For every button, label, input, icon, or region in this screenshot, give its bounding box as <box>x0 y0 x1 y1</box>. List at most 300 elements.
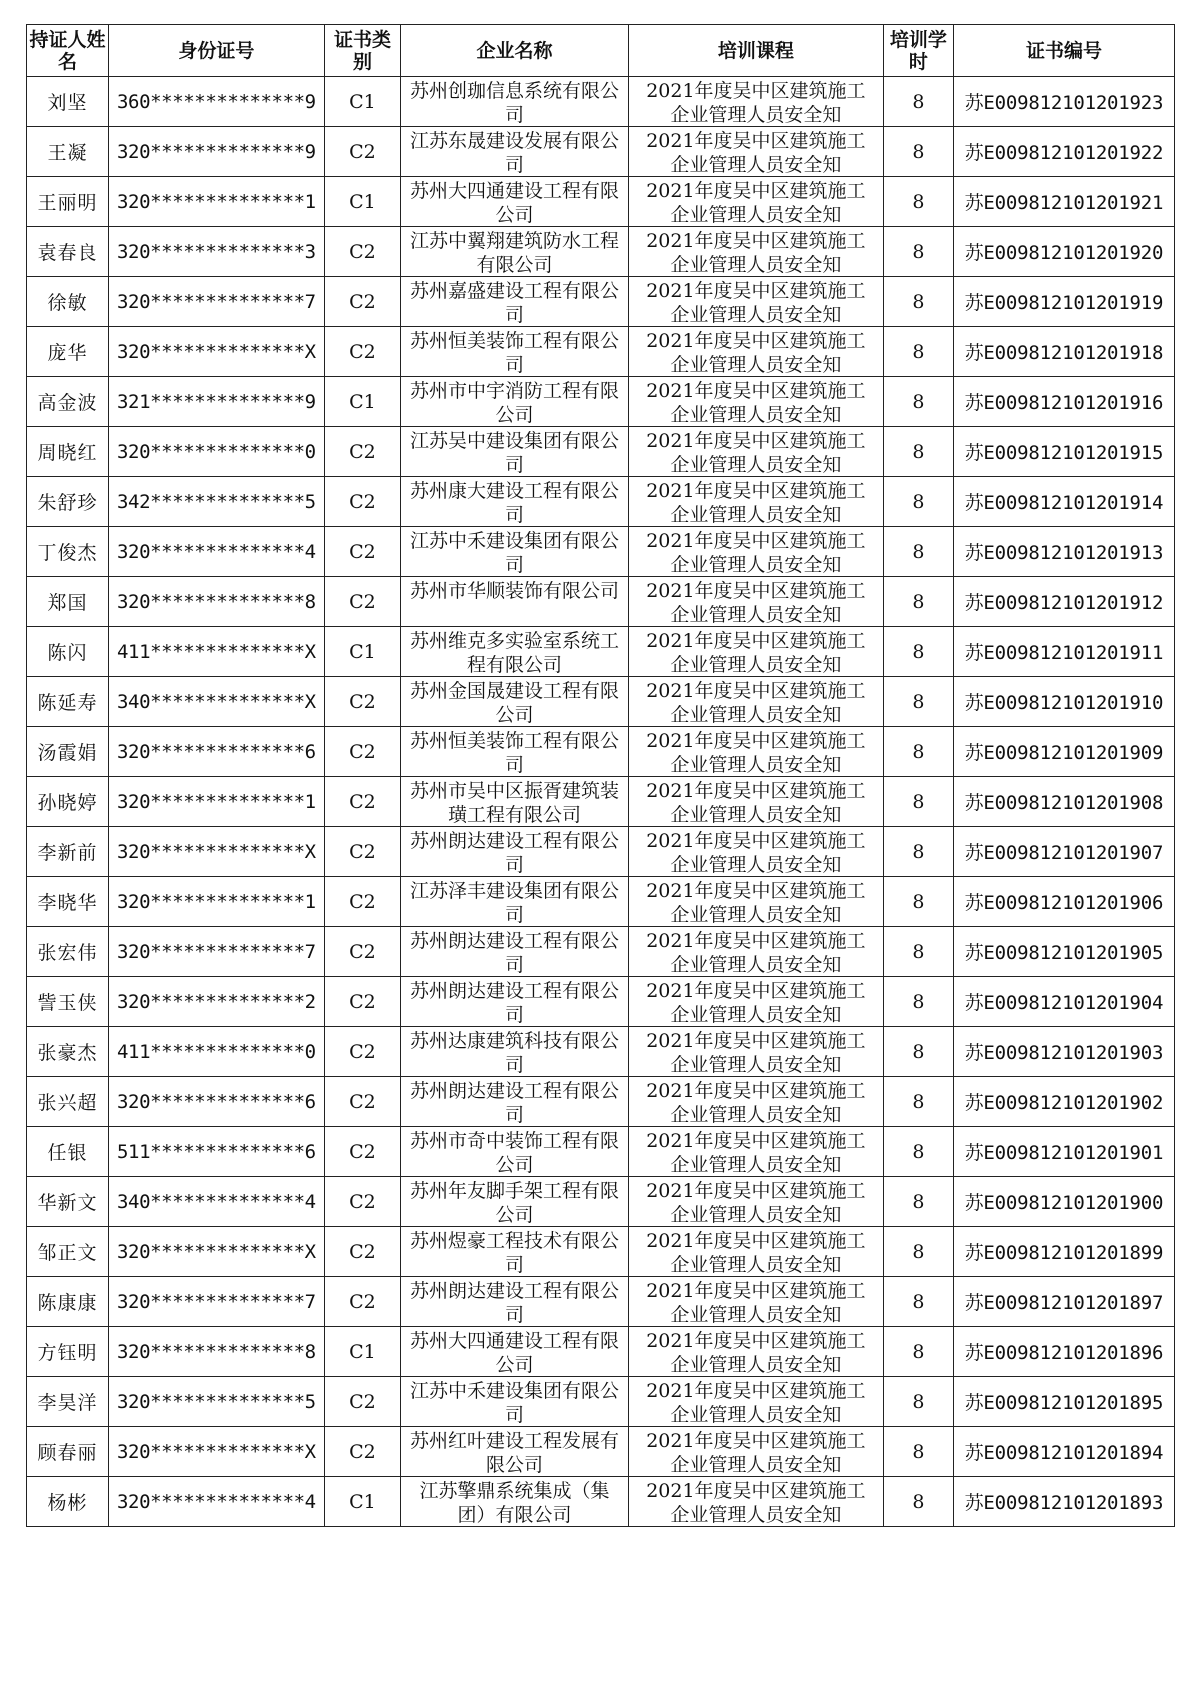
cell-hours: 8 <box>883 877 953 927</box>
cell-name: 高金波 <box>27 377 109 427</box>
cell-company-text: 苏州朗达建设工程有限公司 <box>410 829 620 875</box>
cell-hours: 8 <box>883 627 953 677</box>
cell-hours: 8 <box>883 277 953 327</box>
cell-cert-type: C1 <box>324 1477 401 1527</box>
cell-company <box>401 1227 629 1277</box>
cell-company-text: 江苏中禾建设集团有限公司 <box>410 529 620 575</box>
cell-company <box>401 827 629 877</box>
table-row <box>27 527 1175 577</box>
cell-course <box>628 177 883 227</box>
table-row <box>27 127 1175 177</box>
cell-cert-number: 苏E009812101201894 <box>953 1427 1174 1477</box>
cell-company-text: 苏州恒美装饰工程有限公司 <box>410 729 620 775</box>
cell-hours: 8 <box>883 1277 953 1327</box>
cell-course <box>628 1177 883 1227</box>
cell-hours: 8 <box>883 577 953 627</box>
cell-name: 孙晓婷 <box>27 777 109 827</box>
cell-cert-type: C2 <box>324 1227 401 1277</box>
cell-id-number: 320**************6 <box>109 1077 325 1127</box>
cell-company <box>401 177 629 227</box>
cell-cert-type: C2 <box>324 1427 401 1477</box>
certificate-roster-table <box>26 24 1175 1527</box>
cell-company-text: 苏州大四通建设工程有限公司 <box>410 1329 620 1375</box>
cell-hours: 8 <box>883 1227 953 1277</box>
cell-id-number: 320**************3 <box>109 227 325 277</box>
cell-cert-number: 苏E009812101201900 <box>953 1177 1174 1227</box>
cell-hours: 8 <box>883 1077 953 1127</box>
cell-course <box>628 1027 883 1077</box>
table-header <box>27 25 1175 77</box>
cell-name: 袁春良 <box>27 227 109 277</box>
table-row <box>27 1027 1175 1077</box>
cell-company-text: 江苏中翼翔建筑防水工程有限公司 <box>410 229 620 275</box>
cell-cert-type: C1 <box>324 627 401 677</box>
cell-course-text: 2021年度吴中区建筑施工企业管理人员安全知 <box>646 1329 866 1375</box>
cell-cert-type: C2 <box>324 577 401 627</box>
header-row <box>27 25 1175 77</box>
cell-course-text: 2021年度吴中区建筑施工企业管理人员安全知 <box>646 229 866 275</box>
table-row <box>27 577 1175 627</box>
cell-id-number: 340**************4 <box>109 1177 325 1227</box>
cell-course <box>628 877 883 927</box>
cell-id-number: 320**************1 <box>109 877 325 927</box>
cell-hours: 8 <box>883 677 953 727</box>
table-row <box>27 77 1175 127</box>
cell-course <box>628 1227 883 1277</box>
cell-company-text: 苏州康大建设工程有限公司 <box>410 479 620 525</box>
cell-company-text: 苏州朗达建设工程有限公司 <box>410 929 620 975</box>
cell-company-text: 苏州朗达建设工程有限公司 <box>410 1279 620 1325</box>
cell-course-text: 2021年度吴中区建筑施工企业管理人员安全知 <box>646 429 866 475</box>
cell-name: 刘坚 <box>27 77 109 127</box>
cell-course-text: 2021年度吴中区建筑施工企业管理人员安全知 <box>646 579 866 625</box>
cell-id-number: 511**************6 <box>109 1127 325 1177</box>
cell-hours: 8 <box>883 1177 953 1227</box>
cell-cert-number: 苏E009812101201910 <box>953 677 1174 727</box>
cell-course <box>628 327 883 377</box>
cell-id-number: 320**************5 <box>109 1377 325 1427</box>
cell-company <box>401 377 629 427</box>
cell-name: 张豪杰 <box>27 1027 109 1077</box>
cell-name: 陈延寿 <box>27 677 109 727</box>
cell-course <box>628 927 883 977</box>
cell-name: 王丽明 <box>27 177 109 227</box>
header-id-label: 身份证号 <box>178 39 255 62</box>
header-company <box>401 25 629 77</box>
cell-id-number: 320**************8 <box>109 1327 325 1377</box>
cell-course <box>628 477 883 527</box>
cell-cert-type: C2 <box>324 327 401 377</box>
cell-company <box>401 877 629 927</box>
cell-cert-number: 苏E009812101201916 <box>953 377 1174 427</box>
cell-cert-number: 苏E009812101201907 <box>953 827 1174 877</box>
cell-company <box>401 677 629 727</box>
cell-hours: 8 <box>883 527 953 577</box>
cell-company <box>401 777 629 827</box>
cell-cert-number: 苏E009812101201922 <box>953 127 1174 177</box>
cell-course <box>628 377 883 427</box>
cell-id-number: 320**************1 <box>109 777 325 827</box>
cell-company <box>401 127 629 177</box>
cell-cert-type: C2 <box>324 277 401 327</box>
cell-course-text: 2021年度吴中区建筑施工企业管理人员安全知 <box>646 829 866 875</box>
cell-name: 陈闪 <box>27 627 109 677</box>
cell-course-text: 2021年度吴中区建筑施工企业管理人员安全知 <box>646 879 866 925</box>
cell-course-text: 2021年度吴中区建筑施工企业管理人员安全知 <box>646 1079 866 1125</box>
cell-company <box>401 427 629 477</box>
table-row <box>27 277 1175 327</box>
cell-company <box>401 77 629 127</box>
cell-id-number: 342**************5 <box>109 477 325 527</box>
cell-course-text: 2021年度吴中区建筑施工企业管理人员安全知 <box>646 479 866 525</box>
table-row <box>27 377 1175 427</box>
cell-cert-number: 苏E009812101201904 <box>953 977 1174 1027</box>
table-row <box>27 677 1175 727</box>
cell-course <box>628 577 883 627</box>
cell-cert-type: C2 <box>324 1177 401 1227</box>
cell-id-number: 320**************2 <box>109 977 325 1027</box>
cell-cert-number: 苏E009812101201918 <box>953 327 1174 377</box>
table-row <box>27 1127 1175 1177</box>
cell-course-text: 2021年度吴中区建筑施工企业管理人员安全知 <box>646 1479 866 1525</box>
cell-id-number: 320**************0 <box>109 427 325 477</box>
cell-company <box>401 1177 629 1227</box>
header-type <box>324 25 401 77</box>
cell-course-text: 2021年度吴中区建筑施工企业管理人员安全知 <box>646 79 866 125</box>
header-cert-label: 证书编号 <box>1025 39 1102 62</box>
cell-id-number: 320**************4 <box>109 527 325 577</box>
cell-course-text: 2021年度吴中区建筑施工企业管理人员安全知 <box>646 1029 866 1075</box>
cell-company <box>401 627 629 677</box>
cell-course <box>628 827 883 877</box>
cell-hours: 8 <box>883 727 953 777</box>
cell-company <box>401 1077 629 1127</box>
table-row <box>27 1377 1175 1427</box>
cell-cert-number: 苏E009812101201912 <box>953 577 1174 627</box>
cell-course-text: 2021年度吴中区建筑施工企业管理人员安全知 <box>646 329 866 375</box>
cell-hours: 8 <box>883 227 953 277</box>
cell-company <box>401 927 629 977</box>
cell-hours: 8 <box>883 1377 953 1427</box>
cell-course-text: 2021年度吴中区建筑施工企业管理人员安全知 <box>646 279 866 325</box>
cell-id-number: 320**************7 <box>109 1277 325 1327</box>
cell-course-text: 2021年度吴中区建筑施工企业管理人员安全知 <box>646 1379 866 1425</box>
cell-id-number: 320**************6 <box>109 727 325 777</box>
table-row <box>27 1177 1175 1227</box>
cell-cert-type: C2 <box>324 477 401 527</box>
table-row <box>27 1227 1175 1277</box>
cell-company-text: 苏州创珈信息系统有限公司 <box>410 79 620 125</box>
cell-cert-type: C1 <box>324 1327 401 1377</box>
cell-company <box>401 577 629 627</box>
cell-company-text: 苏州市华顺装饰有限公司 <box>410 579 620 602</box>
cell-company <box>401 1277 629 1327</box>
cell-id-number: 320**************4 <box>109 1477 325 1527</box>
cell-cert-number: 苏E009812101201919 <box>953 277 1174 327</box>
header-id <box>109 25 325 77</box>
cell-cert-number: 苏E009812101201895 <box>953 1377 1174 1427</box>
cell-cert-number: 苏E009812101201896 <box>953 1327 1174 1377</box>
cell-course <box>628 777 883 827</box>
cell-company-text: 江苏东晟建设发展有限公司 <box>410 129 620 175</box>
table-row <box>27 177 1175 227</box>
cell-name: 李晓华 <box>27 877 109 927</box>
table-row <box>27 1077 1175 1127</box>
cell-cert-number: 苏E009812101201902 <box>953 1077 1174 1127</box>
cell-id-number: 320**************9 <box>109 127 325 177</box>
cell-course <box>628 727 883 777</box>
cell-cert-type: C1 <box>324 377 401 427</box>
table-row <box>27 1277 1175 1327</box>
cell-cert-type: C2 <box>324 127 401 177</box>
cell-company <box>401 1427 629 1477</box>
cell-course-text: 2021年度吴中区建筑施工企业管理人员安全知 <box>646 929 866 975</box>
cell-company-text: 苏州市中宇消防工程有限公司 <box>410 379 620 425</box>
cell-company <box>401 327 629 377</box>
cell-cert-type: C2 <box>324 877 401 927</box>
cell-course <box>628 977 883 1027</box>
cell-name: 华新文 <box>27 1177 109 1227</box>
cell-company <box>401 1127 629 1177</box>
cell-hours: 8 <box>883 1427 953 1477</box>
cell-company-text: 苏州大四通建设工程有限公司 <box>410 179 620 225</box>
cell-cert-type: C2 <box>324 1377 401 1427</box>
cell-company-text: 苏州朗达建设工程有限公司 <box>410 979 620 1025</box>
cell-name: 訾玉侠 <box>27 977 109 1027</box>
cell-course-text: 2021年度吴中区建筑施工企业管理人员安全知 <box>646 779 866 825</box>
cell-company <box>401 1377 629 1427</box>
cell-company-text: 苏州市吴中区振胥建筑装璜工程有限公司 <box>410 779 620 825</box>
cell-cert-type: C2 <box>324 977 401 1027</box>
cell-cert-number: 苏E009812101201893 <box>953 1477 1174 1527</box>
cell-course-text: 2021年度吴中区建筑施工企业管理人员安全知 <box>646 379 866 425</box>
cell-hours: 8 <box>883 377 953 427</box>
cell-course <box>628 677 883 727</box>
table-row <box>27 827 1175 877</box>
cell-cert-number: 苏E009812101201903 <box>953 1027 1174 1077</box>
cell-cert-type: C1 <box>324 177 401 227</box>
table-row <box>27 427 1175 477</box>
table-row <box>27 777 1175 827</box>
cell-company-text: 苏州市奇中装饰工程有限公司 <box>410 1129 620 1175</box>
cell-hours: 8 <box>883 477 953 527</box>
cell-course-text: 2021年度吴中区建筑施工企业管理人员安全知 <box>646 979 866 1025</box>
cell-company-text: 苏州年友脚手架工程有限公司 <box>410 1179 620 1225</box>
cell-cert-number: 苏E009812101201923 <box>953 77 1174 127</box>
cell-company <box>401 227 629 277</box>
cell-hours: 8 <box>883 777 953 827</box>
header-company-label: 企业名称 <box>476 39 553 62</box>
cell-company-text: 江苏中禾建设集团有限公司 <box>410 1379 620 1425</box>
header-name-label: 持证人姓名 <box>29 28 106 73</box>
cell-cert-number: 苏E009812101201911 <box>953 627 1174 677</box>
cell-company <box>401 1327 629 1377</box>
cell-course-text: 2021年度吴中区建筑施工企业管理人员安全知 <box>646 679 866 725</box>
cell-id-number: 320**************1 <box>109 177 325 227</box>
cell-company-text: 苏州金国晟建设工程有限公司 <box>410 679 620 725</box>
cell-id-number: 411**************X <box>109 627 325 677</box>
cell-name: 杨彬 <box>27 1477 109 1527</box>
cell-id-number: 320**************X <box>109 1427 325 1477</box>
cell-hours: 8 <box>883 927 953 977</box>
cell-name: 李新前 <box>27 827 109 877</box>
cell-cert-number: 苏E009812101201913 <box>953 527 1174 577</box>
cell-cert-type: C2 <box>324 677 401 727</box>
cell-id-number: 320**************7 <box>109 927 325 977</box>
cell-name: 顾春丽 <box>27 1427 109 1477</box>
cell-cert-number: 苏E009812101201908 <box>953 777 1174 827</box>
cell-course-text: 2021年度吴中区建筑施工企业管理人员安全知 <box>646 1429 866 1475</box>
cell-id-number: 411**************0 <box>109 1027 325 1077</box>
cell-company-text: 苏州嘉盛建设工程有限公司 <box>410 279 620 325</box>
cell-hours: 8 <box>883 1477 953 1527</box>
cell-name: 郑国 <box>27 577 109 627</box>
cell-course <box>628 1327 883 1377</box>
cell-course-text: 2021年度吴中区建筑施工企业管理人员安全知 <box>646 1179 866 1225</box>
cell-cert-type: C2 <box>324 1077 401 1127</box>
table-row <box>27 477 1175 527</box>
cell-company <box>401 1027 629 1077</box>
cell-company <box>401 977 629 1027</box>
cell-cert-number: 苏E009812101201901 <box>953 1127 1174 1177</box>
cell-hours: 8 <box>883 1127 953 1177</box>
cell-cert-type: C2 <box>324 777 401 827</box>
cell-course-text: 2021年度吴中区建筑施工企业管理人员安全知 <box>646 529 866 575</box>
cell-company-text: 苏州朗达建设工程有限公司 <box>410 1079 620 1125</box>
cell-name: 庞华 <box>27 327 109 377</box>
header-name <box>27 25 109 77</box>
cell-id-number: 320**************X <box>109 1227 325 1277</box>
cell-name: 张宏伟 <box>27 927 109 977</box>
cell-company <box>401 277 629 327</box>
cell-hours: 8 <box>883 427 953 477</box>
table-row <box>27 1327 1175 1377</box>
cell-company <box>401 477 629 527</box>
cell-course-text: 2021年度吴中区建筑施工企业管理人员安全知 <box>646 129 866 175</box>
cell-name: 陈康康 <box>27 1277 109 1327</box>
cell-id-number: 320**************7 <box>109 277 325 327</box>
cell-name: 张兴超 <box>27 1077 109 1127</box>
cell-name: 李昊洋 <box>27 1377 109 1427</box>
cell-course-text: 2021年度吴中区建筑施工企业管理人员安全知 <box>646 629 866 675</box>
table-row <box>27 977 1175 1027</box>
cell-cert-number: 苏E009812101201914 <box>953 477 1174 527</box>
cell-hours: 8 <box>883 127 953 177</box>
cell-hours: 8 <box>883 327 953 377</box>
cell-company-text: 江苏擎鼎系统集成（集团）有限公司 <box>419 1479 610 1525</box>
cell-company <box>401 727 629 777</box>
cell-company-text: 江苏泽丰建设集团有限公司 <box>410 879 620 925</box>
table-row <box>27 727 1175 777</box>
cell-id-number: 320**************8 <box>109 577 325 627</box>
cell-course-text: 2021年度吴中区建筑施工企业管理人员安全知 <box>646 1229 866 1275</box>
header-cert <box>953 25 1174 77</box>
cell-course-text: 2021年度吴中区建筑施工企业管理人员安全知 <box>646 179 866 225</box>
cell-hours: 8 <box>883 827 953 877</box>
cell-name: 邹正文 <box>27 1227 109 1277</box>
cell-course <box>628 1427 883 1477</box>
cell-cert-number: 苏E009812101201909 <box>953 727 1174 777</box>
header-course <box>628 25 883 77</box>
cell-hours: 8 <box>883 177 953 227</box>
cell-cert-type: C2 <box>324 927 401 977</box>
cell-company-text: 苏州恒美装饰工程有限公司 <box>410 329 620 375</box>
cell-course <box>628 1127 883 1177</box>
cell-course-text: 2021年度吴中区建筑施工企业管理人员安全知 <box>646 1129 866 1175</box>
cell-course <box>628 1377 883 1427</box>
cell-name: 方钰明 <box>27 1327 109 1377</box>
cell-cert-number: 苏E009812101201905 <box>953 927 1174 977</box>
cell-name: 周晓红 <box>27 427 109 477</box>
cell-course <box>628 77 883 127</box>
table-body <box>27 77 1175 1527</box>
cell-cert-number: 苏E009812101201899 <box>953 1227 1174 1277</box>
cell-id-number: 320**************X <box>109 827 325 877</box>
table-row <box>27 927 1175 977</box>
cell-course <box>628 527 883 577</box>
cell-course <box>628 127 883 177</box>
cell-company <box>401 1477 629 1527</box>
cell-id-number: 360**************9 <box>109 77 325 127</box>
cell-cert-number: 苏E009812101201906 <box>953 877 1174 927</box>
table-row <box>27 327 1175 377</box>
cell-company-text: 江苏吴中建设集团有限公司 <box>410 429 620 475</box>
cell-id-number: 321**************9 <box>109 377 325 427</box>
cell-cert-type: C2 <box>324 1127 401 1177</box>
table-row <box>27 1427 1175 1477</box>
cell-course <box>628 627 883 677</box>
cell-name: 丁俊杰 <box>27 527 109 577</box>
cell-company-text: 苏州达康建筑科技有限公司 <box>410 1029 620 1075</box>
cell-course-text: 2021年度吴中区建筑施工企业管理人员安全知 <box>646 729 866 775</box>
cell-hours: 8 <box>883 77 953 127</box>
table-row <box>27 627 1175 677</box>
cell-course <box>628 227 883 277</box>
header-type-label: 证书类别 <box>333 28 391 73</box>
cell-cert-number: 苏E009812101201921 <box>953 177 1174 227</box>
header-hours <box>883 25 953 77</box>
header-hours-label: 培训学时 <box>889 28 947 73</box>
cell-course-text: 2021年度吴中区建筑施工企业管理人员安全知 <box>646 1279 866 1325</box>
cell-cert-type: C2 <box>324 527 401 577</box>
cell-cert-type: C2 <box>324 1277 401 1327</box>
cell-course <box>628 1077 883 1127</box>
cell-name: 朱舒珍 <box>27 477 109 527</box>
table-row <box>27 877 1175 927</box>
header-course-label: 培训课程 <box>717 39 794 62</box>
cell-company-text: 苏州维克多实验室系统工程有限公司 <box>410 629 620 675</box>
cell-course <box>628 1477 883 1527</box>
cell-id-number: 320**************X <box>109 327 325 377</box>
table-row <box>27 227 1175 277</box>
cell-name: 汤霞娟 <box>27 727 109 777</box>
cell-course <box>628 1277 883 1327</box>
cell-cert-number: 苏E009812101201920 <box>953 227 1174 277</box>
cell-course <box>628 427 883 477</box>
cell-cert-type: C2 <box>324 1027 401 1077</box>
cell-cert-type: C2 <box>324 227 401 277</box>
cell-name: 王凝 <box>27 127 109 177</box>
cell-cert-type: C2 <box>324 827 401 877</box>
table-row <box>27 1477 1175 1527</box>
cell-hours: 8 <box>883 977 953 1027</box>
cell-name: 徐敏 <box>27 277 109 327</box>
cell-course <box>628 277 883 327</box>
cell-hours: 8 <box>883 1327 953 1377</box>
cell-company-text: 苏州煜豪工程技术有限公司 <box>410 1229 620 1275</box>
cell-cert-number: 苏E009812101201915 <box>953 427 1174 477</box>
cell-cert-type: C2 <box>324 727 401 777</box>
